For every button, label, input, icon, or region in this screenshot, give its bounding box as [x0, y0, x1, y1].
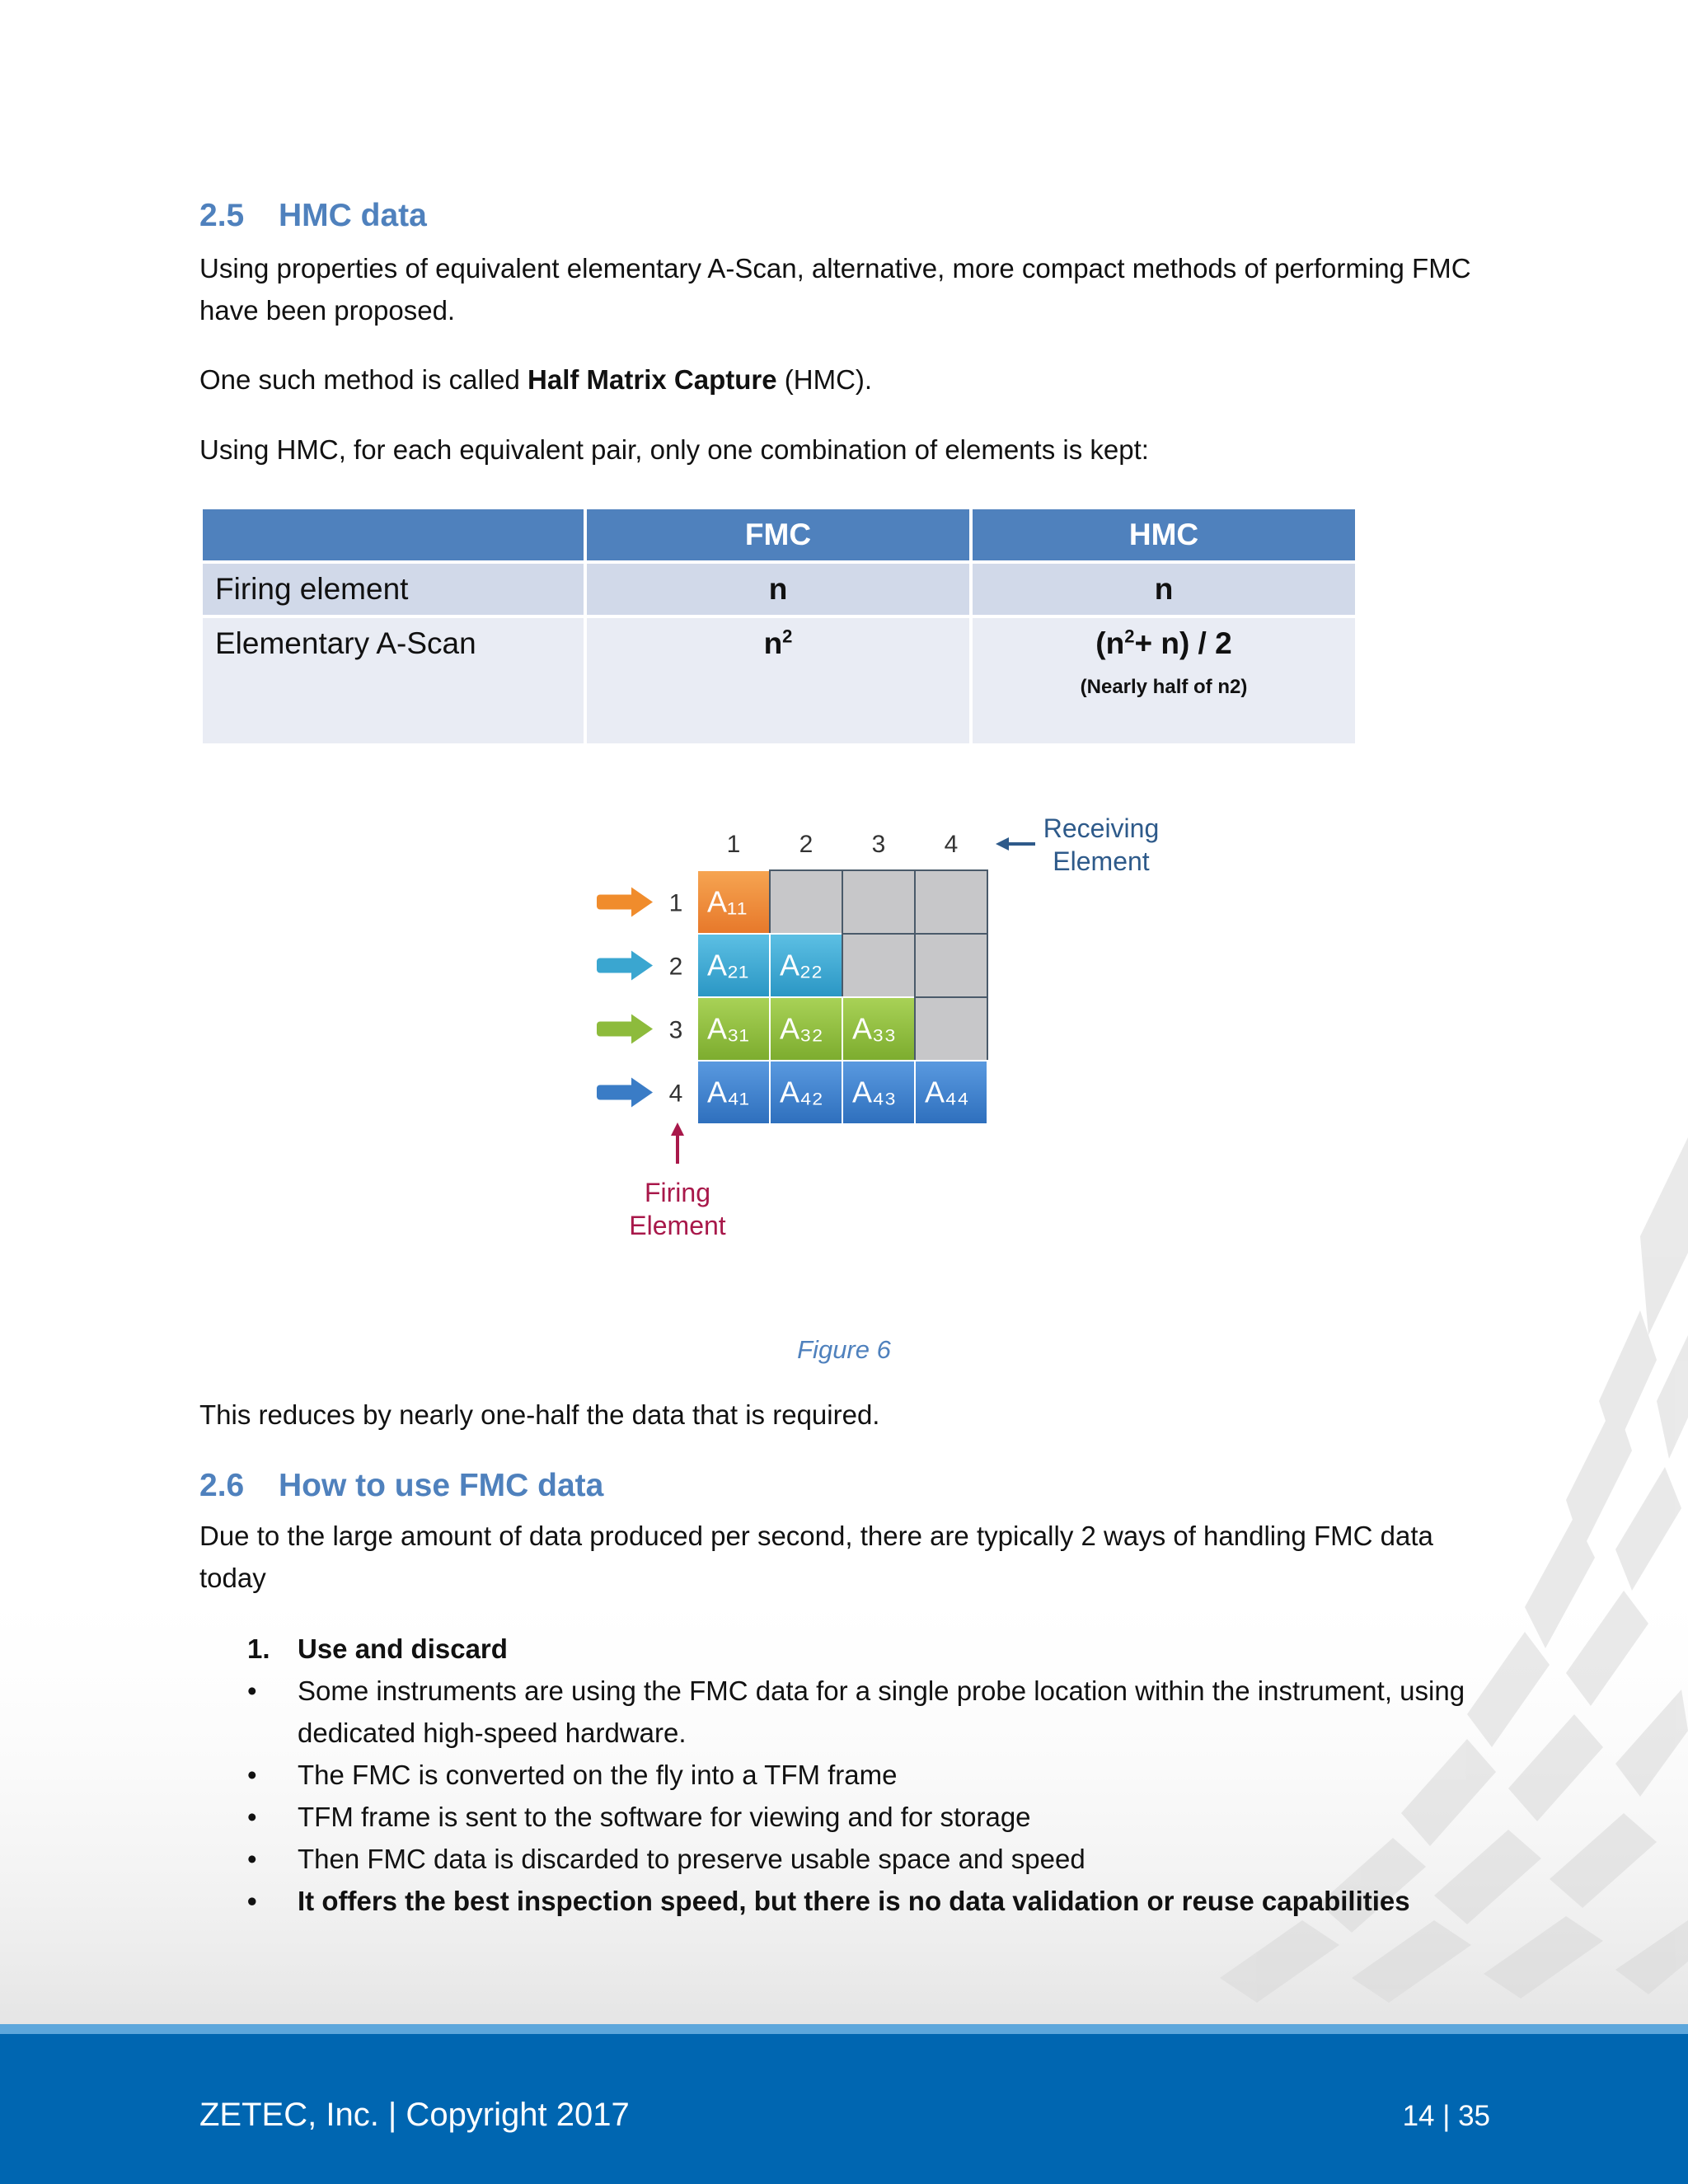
firing-row-arrowhead-icon: [631, 1015, 653, 1044]
list-item: [247, 1838, 1533, 1880]
table-cell-fmc: n: [585, 562, 971, 616]
matrix-cell-empty: [842, 934, 915, 997]
matrix-cell-label: A₁₁: [707, 884, 748, 919]
matrix-cell-label: A₃₂: [780, 1011, 823, 1046]
numbered-list-item: [247, 1628, 1533, 1670]
matrix-cell-label: A₄₃: [852, 1075, 897, 1109]
table-header-empty: [201, 508, 585, 562]
hmc-matrix-diagram: [577, 808, 1170, 1269]
list-item: [247, 1754, 1533, 1796]
firing-row-arrow-icon: [597, 1085, 635, 1100]
row-labels: [669, 890, 683, 1108]
text-span: One such method is called: [199, 364, 528, 395]
firing-label: Firing: [644, 1178, 711, 1207]
matrix-cell-label: A₂₂: [780, 948, 823, 982]
table-header-row: [201, 508, 1357, 562]
firing-label: Element: [629, 1211, 726, 1240]
matrix-cell-empty: [770, 870, 842, 934]
firing-arrowhead-icon: [671, 1122, 684, 1136]
bullet-icon: •: [247, 1760, 257, 1790]
table-cell-hmc: n: [971, 562, 1357, 616]
row-label: 4: [668, 1080, 683, 1108]
list-number: 1.: [247, 1633, 270, 1664]
table-cell-label: Firing element: [201, 562, 585, 616]
table-cell-hmc: [971, 616, 1357, 745]
bullet-icon: •: [247, 1802, 257, 1832]
firing-row-arrow-icon: [597, 1022, 635, 1037]
formula-close: + n) / 2: [1134, 626, 1232, 660]
formula-base: n: [763, 626, 783, 660]
list-item-text: It offers the best inspection speed, but there is no data validation or reuse capabilities: [298, 1886, 1410, 1916]
row-arrows: [597, 888, 653, 1108]
column-labels: [727, 831, 959, 858]
formula-note: (Nearly half of n2): [1080, 676, 1248, 698]
matrix-cells: [697, 870, 987, 1124]
section-heading-fmc-usage: [199, 1468, 603, 1504]
table-header-hmc: HMC: [971, 508, 1357, 562]
matrix-cell-empty: [915, 997, 987, 1061]
column-label: 4: [944, 831, 959, 858]
receiving-label: Element: [1053, 846, 1150, 876]
formula-exponent: 2: [1124, 626, 1135, 647]
firing-row-arrowhead-icon: [631, 951, 653, 981]
list-item: [247, 1796, 1533, 1838]
firing-row-arrowhead-icon: [631, 1078, 653, 1108]
bullet-icon: •: [247, 1886, 257, 1916]
column-label: 3: [871, 831, 886, 858]
matrix-cell-empty: [915, 870, 987, 934]
formula-open: (n: [1095, 626, 1125, 660]
matrix-cell-label: A₄₂: [780, 1075, 823, 1109]
section-title: How to use FMC data: [279, 1468, 604, 1503]
matrix-cell-label: A₂₁: [707, 948, 749, 982]
firing-row-arrowhead-icon: [631, 888, 653, 917]
section-number: 2.5: [199, 198, 245, 233]
section-title: HMC data: [279, 198, 427, 233]
firing-row-arrow-icon: [597, 895, 635, 910]
receiving-element-annotation: [996, 813, 1159, 876]
table-row: [201, 562, 1357, 616]
footer-copyright: ZETEC, Inc. | Copyright 2017: [199, 2097, 630, 2133]
table-cell-fmc: [585, 616, 971, 745]
usage-list: [247, 1628, 1533, 1922]
matrix-cell-label: A₃₃: [852, 1011, 897, 1046]
list-item: [247, 1670, 1533, 1754]
column-label: 2: [799, 831, 814, 858]
row-label: 2: [668, 953, 683, 981]
text-span: (HMC).: [776, 364, 873, 395]
matrix-cell-empty: [915, 934, 987, 997]
paragraph: This reduces by nearly one-half the data that is required.: [199, 1399, 880, 1430]
receiving-label: Receiving: [1043, 813, 1160, 843]
bullet-icon: •: [247, 1844, 257, 1874]
table-row: [201, 616, 1357, 745]
paragraph-hmc-method: [199, 359, 1485, 401]
matrix-cell-label: A₄₁: [707, 1075, 749, 1109]
fmc-hmc-comparison-table: [199, 506, 1358, 747]
list-item: [247, 1880, 1533, 1922]
figure-caption: Figure 6: [797, 1335, 891, 1364]
list-item-text: Use and discard: [298, 1633, 508, 1664]
bold-term: Half Matrix Capture: [528, 364, 777, 395]
list-item-text: TFM frame is sent to the software for viewing and for storage: [298, 1802, 1031, 1832]
paragraph: Using HMC, for each equivalent pair, only one combination of elements is kept:: [199, 434, 1149, 465]
formula-exponent: 2: [782, 626, 793, 647]
row-label: 3: [668, 1016, 683, 1044]
table-header-fmc: FMC: [585, 508, 971, 562]
matrix-cell-label: A₃₁: [707, 1011, 749, 1046]
list-item-text: Then FMC data is discarded to preserve usable space and speed: [298, 1844, 1085, 1874]
receiving-arrowhead-icon: [996, 837, 1009, 851]
bullet-icon: •: [247, 1675, 257, 1706]
table-cell-label: Elementary A-Scan: [201, 616, 585, 745]
column-label: 1: [726, 831, 741, 858]
matrix-cell-label: A₄₄: [925, 1075, 969, 1109]
firing-row-arrow-icon: [597, 958, 635, 973]
list-item-text: Some instruments are using the FMC data for a single probe location within the instrument, using dedicated high-speed hardware.: [298, 1675, 1465, 1748]
list-item-text: The FMC is converted on the fly into a TFM frame: [298, 1760, 898, 1790]
paragraph: Using properties of equivalent elementary A-Scan, alternative, more compact methods of performing FMC have been proposed.: [199, 253, 1471, 326]
page-number: 14 | 35: [1402, 2100, 1490, 2132]
paragraph: Due to the large amount of data produced per second, there are typically 2 ways of handling FMC data today: [199, 1521, 1433, 1593]
section-number: 2.6: [199, 1468, 245, 1503]
row-label: 1: [668, 889, 683, 917]
firing-element-annotation: [629, 1122, 726, 1240]
section-heading-hmc: [199, 198, 427, 234]
matrix-cell-empty: [842, 870, 915, 934]
